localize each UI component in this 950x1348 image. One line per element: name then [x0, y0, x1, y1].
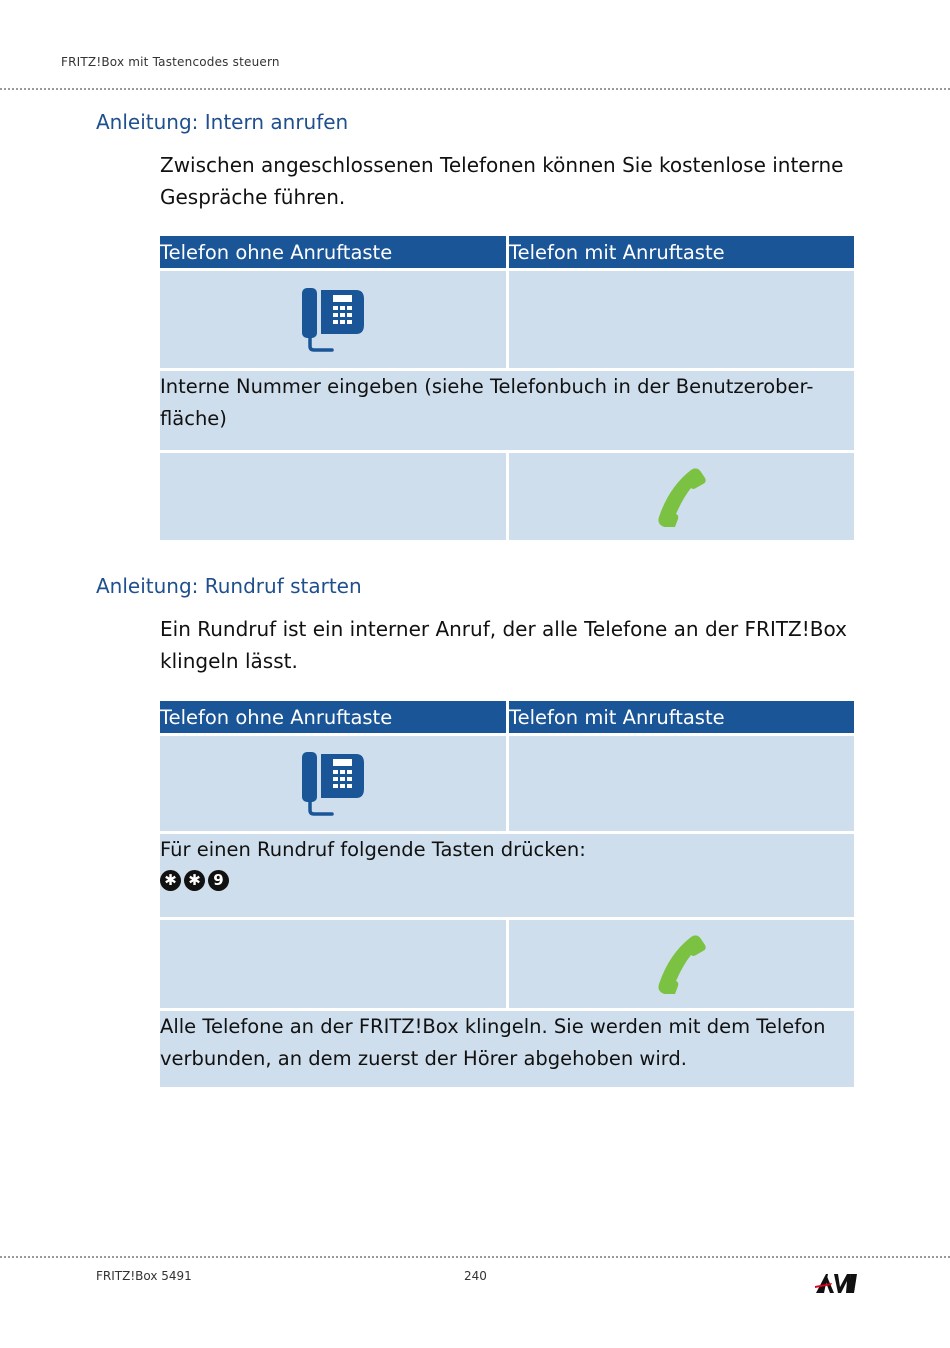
intro-line: Ein Rundruf ist ein interner Anruf, der alle Telefone an der FRITZ!Box	[160, 617, 847, 641]
avm-logo-icon	[814, 1271, 858, 1299]
section-intro	[160, 149, 850, 213]
key-sequence	[160, 870, 854, 891]
footer-product-name: FRITZ!Box 5491	[96, 1269, 192, 1283]
green-handset-icon	[509, 467, 854, 527]
intro-line: klingeln lässt.	[160, 649, 298, 673]
result-line: Alle Telefone an der FRITZ!Box klingeln. Sie werden mit dem Telefon	[160, 1015, 826, 1038]
instruction-line: fläche)	[160, 407, 227, 430]
column-header: Telefon mit Anruftaste	[509, 236, 854, 268]
star-key-icon: ✱	[160, 870, 181, 891]
green-handset-icon	[509, 934, 854, 994]
desk-phone-icon	[160, 271, 506, 368]
step-cell-empty	[509, 268, 854, 368]
step-cell-empty	[160, 450, 509, 540]
section-title-intern-anrufen: Anleitung: Intern anrufen	[96, 110, 349, 134]
column-header: Telefon ohne Anruftaste	[160, 236, 509, 268]
desk-phone-icon	[160, 736, 506, 831]
header-divider	[0, 88, 950, 90]
step-instruction	[160, 831, 854, 917]
step-instruction	[160, 368, 854, 450]
step-cell	[160, 733, 509, 831]
page-number: 240	[464, 1269, 487, 1283]
running-header: FRITZ!Box mit Tastencodes steuern	[61, 55, 280, 69]
column-header: Telefon ohne Anruftaste	[160, 701, 509, 733]
step-cell	[160, 268, 509, 368]
star-key-icon: ✱	[184, 870, 205, 891]
result-line: verbunden, an dem zuerst der Hörer abgehoben wird.	[160, 1047, 687, 1070]
intro-line: Zwischen angeschlossenen Telefonen können Sie kostenlose interne	[160, 153, 844, 177]
section-title-rundruf-starten: Anleitung: Rundruf starten	[96, 574, 362, 598]
instruction-line: Interne Nummer eingeben (siehe Telefonbuch in der Benutzerober-	[160, 375, 814, 398]
section-intro	[160, 613, 850, 677]
step-cell	[509, 917, 854, 1008]
instruction-line: Für einen Rundruf folgende Tasten drücken:	[160, 838, 586, 861]
steps-table-intern	[160, 236, 854, 540]
column-header: Telefon mit Anruftaste	[509, 701, 854, 733]
intro-line: Gespräche führen.	[160, 185, 346, 209]
nine-key-icon: 9	[208, 870, 229, 891]
steps-table-rundruf	[160, 701, 854, 1087]
step-cell-empty	[509, 733, 854, 831]
step-cell-empty	[160, 917, 509, 1008]
step-result	[160, 1008, 854, 1087]
footer-divider	[0, 1256, 950, 1258]
step-cell	[509, 450, 854, 540]
